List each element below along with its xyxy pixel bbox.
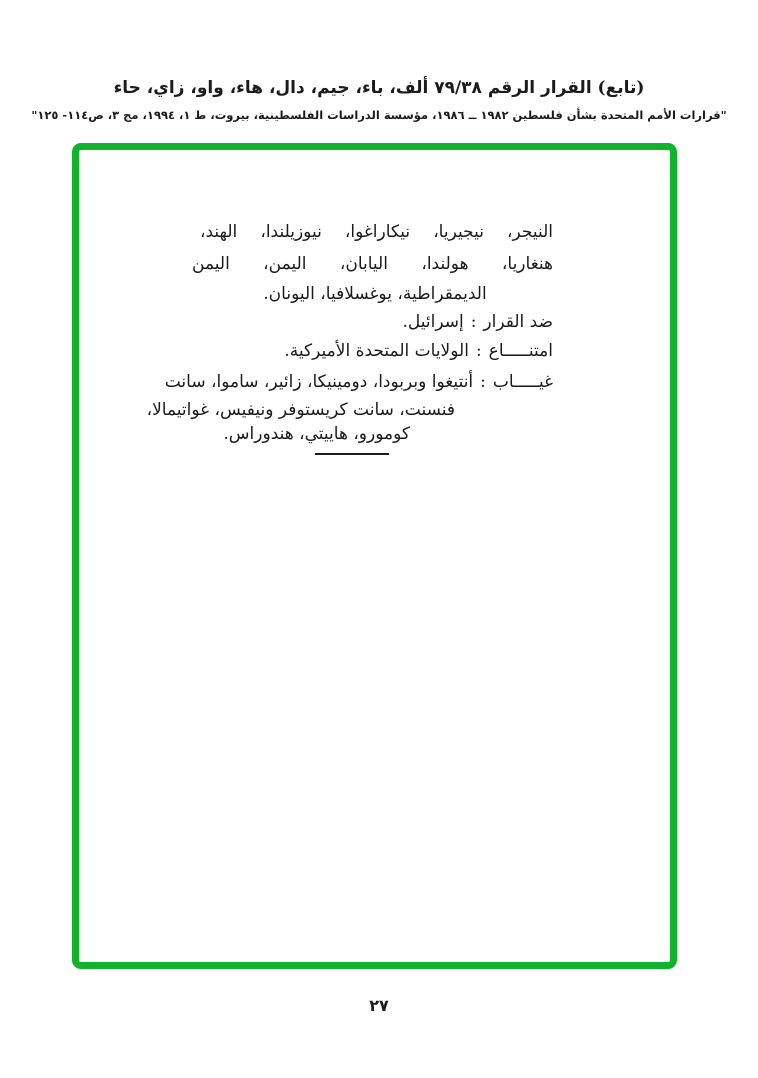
source-citation-line: "قرارات الأمم المتحدة بشأن فلسطين ١٩٨٢ ــ ١٩٨٦، مؤسسة الدراسات الفلسطينية، بيروت، ط ١، ١٩٩٤، مج ٣، ص١١٤- ١٢٥" bbox=[31, 108, 727, 122]
green-border-frame bbox=[72, 143, 677, 969]
document-title: (تابع) القرار الرقم ٧٩/٣٨ ألف، باء، جيم، دال، هاء، واو، زاي، حاء bbox=[113, 78, 645, 98]
abstain-label: امتنـــــاع bbox=[488, 341, 553, 361]
in-favor-countries-line-3: الديمقراطية، يوغسلافيا، اليونان. bbox=[263, 284, 487, 304]
abstain-colon: : bbox=[475, 341, 482, 361]
absent-colon: : bbox=[480, 372, 486, 392]
vote-results-block bbox=[146, 210, 555, 480]
absent-countries-line-1: أنتيغوا وبربودا، دومينيكا، زائير، ساموا، سانت bbox=[164, 372, 474, 392]
absent-countries-line-3: كومورو، هاييتي، هندوراس. bbox=[223, 424, 410, 444]
against-value: إسرائيل. bbox=[402, 312, 464, 332]
absent-countries-line-2: فنسنت، سانت كريستوفر ونيفيس، غواتيمالا، bbox=[146, 400, 455, 420]
in-favor-countries-line-1: النيجر، نيجيريا، نيكاراغوا، نيوزيلندا، الهند، bbox=[200, 222, 553, 242]
page-number: ٢٧ bbox=[369, 996, 389, 1015]
absent-label: غيـــــاب bbox=[492, 372, 553, 392]
section-end-rule bbox=[315, 453, 389, 455]
absent-row bbox=[164, 370, 555, 396]
abstain-row bbox=[173, 339, 555, 365]
against-colon: : bbox=[470, 312, 477, 332]
against-label: ضد القرار bbox=[483, 312, 553, 332]
abstain-value: الولايات المتحدة الأميركية. bbox=[284, 341, 469, 361]
in-favor-countries-line-2: هنغاريا، هولندا، اليابان، اليمن، اليمن bbox=[192, 254, 553, 274]
against-row bbox=[173, 310, 555, 336]
